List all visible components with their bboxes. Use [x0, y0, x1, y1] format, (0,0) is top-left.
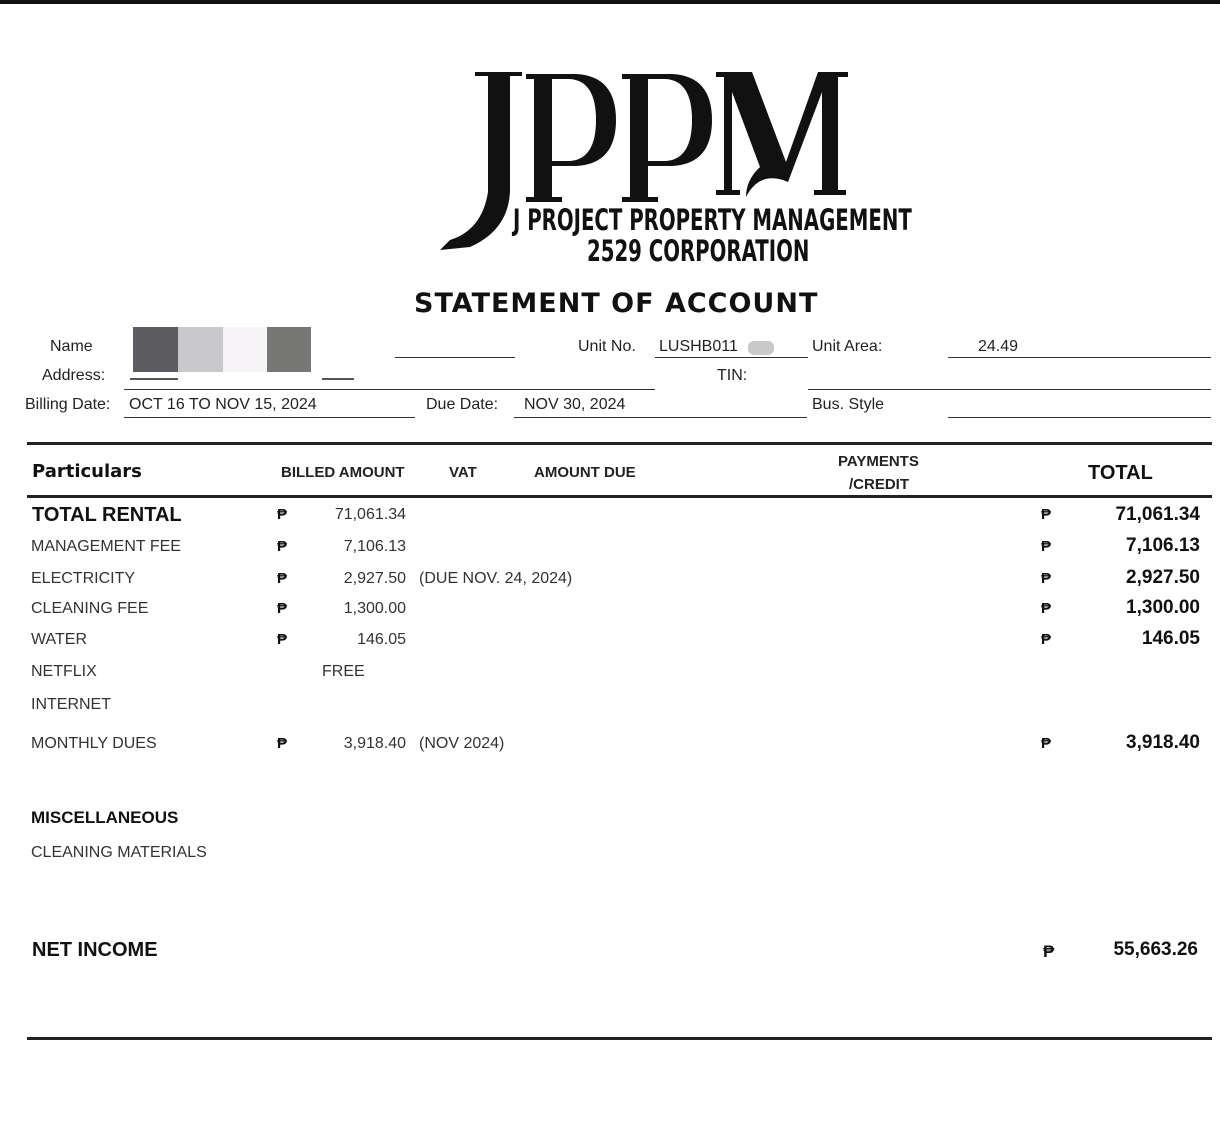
header-bottom-rule [27, 495, 1212, 498]
top-border [0, 0, 1220, 4]
row-note: (NOV 2024) [419, 735, 505, 752]
peso-icon: ₱ [1041, 631, 1052, 648]
row-total: 146.05 [1141, 628, 1200, 649]
billed-amount: 146.05 [357, 631, 406, 648]
particulars-header: Particulars [32, 461, 142, 482]
row-total: 3,918.40 [1126, 732, 1200, 753]
payments-header: PAYMENTS [838, 453, 919, 470]
peso-icon: ₱ [277, 570, 288, 587]
billing-date-value: OCT 16 TO NOV 15, 2024 [129, 396, 317, 413]
unit-area-value: 24.49 [978, 338, 1019, 355]
due-date-underline [514, 417, 807, 418]
due-date-label: Due Date: [426, 396, 499, 413]
billed-amount: FREE [322, 663, 365, 680]
row-total: 2,927.50 [1126, 567, 1200, 588]
billed-amount: 7,106.13 [343, 538, 406, 555]
tin-label: TIN: [717, 367, 748, 384]
table-top-rule [27, 442, 1212, 445]
company-name: J PROJECT PROPERTY MANAGEMENT [513, 203, 912, 237]
row-note: (DUE NOV. 24, 2024) [419, 570, 573, 587]
row-label: TOTAL RENTAL [32, 504, 182, 526]
row-label: INTERNET [31, 696, 111, 713]
peso-icon: ₱ [277, 538, 288, 555]
redaction-block [267, 327, 311, 372]
unit-area-underline [948, 357, 1211, 358]
billed-amount: 1,300.00 [343, 600, 406, 617]
redaction-block [133, 327, 178, 372]
row-label: MONTHLY DUES [31, 735, 157, 752]
peso-icon: ₱ [1043, 942, 1055, 961]
total-header: TOTAL [1088, 462, 1153, 484]
redaction-block [223, 327, 267, 372]
unit-no-label: Unit No. [578, 338, 636, 355]
due-date-value: NOV 30, 2024 [524, 396, 626, 413]
redaction-block [178, 327, 223, 372]
misc-item: CLEANING MATERIALS [31, 844, 207, 861]
unit-no-value: LUSHB011 [659, 338, 738, 355]
peso-icon: ₱ [277, 506, 288, 523]
address-underline [124, 389, 655, 390]
billed-amount: 71,061.34 [334, 506, 406, 523]
name-underline [395, 357, 515, 358]
vat-header: VAT [449, 464, 477, 481]
redaction-blur [748, 341, 774, 355]
amount-due-header: AMOUNT DUE [534, 464, 636, 481]
address-label: Address: [42, 367, 106, 384]
billed-amount-header: BILLED AMOUNT [281, 464, 405, 481]
bus-style-label: Bus. Style [812, 396, 885, 413]
peso-icon: ₱ [1041, 506, 1052, 523]
address-partial [322, 378, 354, 380]
row-label: CLEANING FEE [31, 600, 149, 617]
peso-icon: ₱ [1041, 570, 1052, 587]
peso-icon: ₱ [277, 631, 288, 648]
row-label: ELECTRICITY [31, 570, 136, 587]
company-corporation: 2529 CORPORATION [587, 234, 810, 268]
unit-area-label: Unit Area: [812, 338, 883, 355]
billing-date-underline [124, 417, 415, 418]
row-total: 1,300.00 [1126, 597, 1200, 618]
row-label: WATER [31, 631, 87, 648]
row-total: 7,106.13 [1126, 535, 1200, 556]
credit-header: /CREDIT [849, 476, 909, 493]
unit-no-underline [655, 357, 808, 358]
row-label: MANAGEMENT FEE [31, 538, 181, 555]
peso-icon: ₱ [1041, 538, 1052, 555]
net-income-label: NET INCOME [32, 939, 158, 961]
row-label: NETFLIX [31, 663, 97, 680]
bus-style-underline [948, 417, 1211, 418]
peso-icon: ₱ [277, 600, 288, 617]
document-title: STATEMENT OF ACCOUNT [414, 288, 819, 319]
name-label: Name [50, 338, 93, 355]
address-partial [130, 378, 178, 380]
miscellaneous-heading: MISCELLANEOUS [31, 808, 179, 827]
table-bottom-rule [27, 1037, 1212, 1040]
peso-icon: ₱ [1041, 600, 1052, 617]
peso-icon: ₱ [277, 735, 288, 752]
net-income-value: 55,663.26 [1113, 939, 1198, 960]
tin-underline [808, 389, 1211, 390]
peso-icon: ₱ [1041, 735, 1052, 752]
billing-date-label: Billing Date: [25, 396, 111, 413]
billed-amount: 3,918.40 [343, 735, 406, 752]
row-total: 71,061.34 [1115, 504, 1200, 525]
billed-amount: 2,927.50 [343, 570, 406, 587]
